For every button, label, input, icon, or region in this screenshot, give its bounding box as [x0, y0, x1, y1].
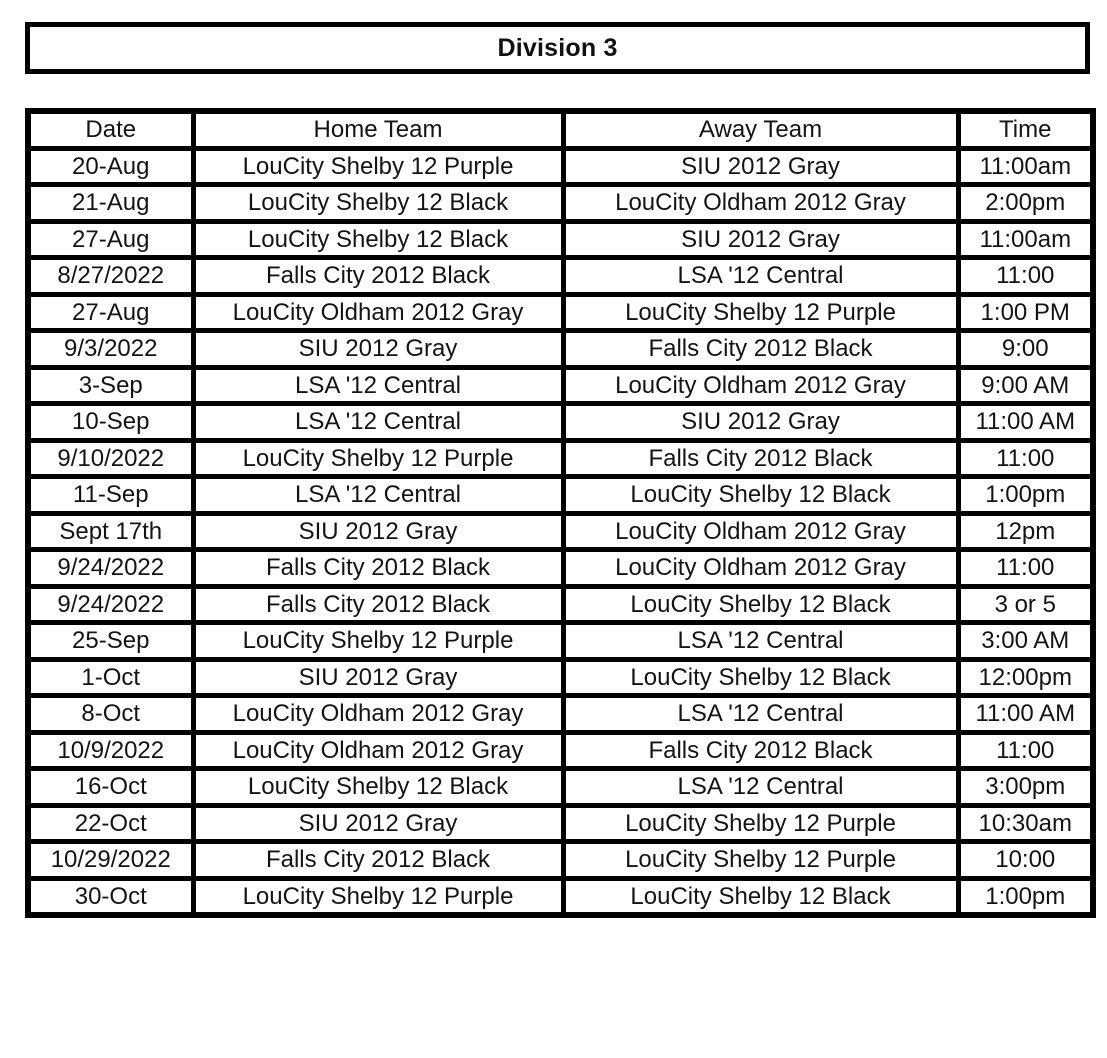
- table-row: [28, 550, 1093, 587]
- home-team-cell: Falls City 2012 Black: [193, 550, 563, 587]
- table-row: [28, 477, 1093, 514]
- time-cell: 11:00: [958, 732, 1093, 769]
- header-time: Time: [958, 111, 1093, 148]
- table-row: [28, 769, 1093, 806]
- table-row: [28, 440, 1093, 477]
- home-team-cell: SIU 2012 Gray: [193, 513, 563, 550]
- table-row: [28, 258, 1093, 295]
- away-team-cell: LSA '12 Central: [563, 623, 958, 660]
- away-team-cell: LouCity Shelby 12 Black: [563, 878, 958, 915]
- time-cell: 12pm: [958, 513, 1093, 550]
- table-row: [28, 805, 1093, 842]
- home-team-cell: LouCity Oldham 2012 Gray: [193, 294, 563, 331]
- away-team-cell: LouCity Shelby 12 Black: [563, 659, 958, 696]
- table-row: [28, 623, 1093, 660]
- header-home-team: Home Team: [193, 111, 563, 148]
- date-cell: 20-Aug: [28, 148, 193, 185]
- home-team-cell: LSA '12 Central: [193, 367, 563, 404]
- home-team-cell: LouCity Shelby 12 Black: [193, 221, 563, 258]
- away-team-cell: SIU 2012 Gray: [563, 221, 958, 258]
- away-team-cell: LouCity Shelby 12 Black: [563, 586, 958, 623]
- home-team-cell: Falls City 2012 Black: [193, 586, 563, 623]
- date-cell: 8-Oct: [28, 696, 193, 733]
- time-cell: 11:00am: [958, 148, 1093, 185]
- away-team-cell: Falls City 2012 Black: [563, 440, 958, 477]
- time-cell: 2:00pm: [958, 185, 1093, 222]
- date-cell: 9/10/2022: [28, 440, 193, 477]
- time-cell: 12:00pm: [958, 659, 1093, 696]
- header-date: Date: [28, 111, 193, 148]
- header-row: [28, 111, 1093, 148]
- date-cell: 30-Oct: [28, 878, 193, 915]
- time-cell: 1:00pm: [958, 477, 1093, 514]
- away-team-cell: LSA '12 Central: [563, 258, 958, 295]
- header-away-team: Away Team: [563, 111, 958, 148]
- time-cell: 1:00 PM: [958, 294, 1093, 331]
- date-cell: 9/3/2022: [28, 331, 193, 368]
- home-team-cell: LouCity Oldham 2012 Gray: [193, 696, 563, 733]
- table-row: [28, 221, 1093, 258]
- time-cell: 9:00: [958, 331, 1093, 368]
- date-cell: 1-Oct: [28, 659, 193, 696]
- time-cell: 3:00 AM: [958, 623, 1093, 660]
- home-team-cell: SIU 2012 Gray: [193, 659, 563, 696]
- date-cell: 27-Aug: [28, 221, 193, 258]
- date-cell: 21-Aug: [28, 185, 193, 222]
- table-row: [28, 732, 1093, 769]
- time-cell: 1:00pm: [958, 878, 1093, 915]
- table-row: [28, 696, 1093, 733]
- home-team-cell: Falls City 2012 Black: [193, 842, 563, 879]
- date-cell: 10/9/2022: [28, 732, 193, 769]
- table-row: [28, 185, 1093, 222]
- time-cell: 3 or 5: [958, 586, 1093, 623]
- schedule-body: [28, 148, 1093, 915]
- away-team-cell: LouCity Shelby 12 Black: [563, 477, 958, 514]
- time-cell: 11:00: [958, 258, 1093, 295]
- table-row: [28, 294, 1093, 331]
- date-cell: 10/29/2022: [28, 842, 193, 879]
- away-team-cell: LouCity Oldham 2012 Gray: [563, 367, 958, 404]
- date-cell: 11-Sep: [28, 477, 193, 514]
- home-team-cell: Falls City 2012 Black: [193, 258, 563, 295]
- table-row: [28, 842, 1093, 879]
- table-row: [28, 367, 1093, 404]
- away-team-cell: LouCity Oldham 2012 Gray: [563, 513, 958, 550]
- date-cell: Sept 17th: [28, 513, 193, 550]
- away-team-cell: LouCity Shelby 12 Purple: [563, 805, 958, 842]
- home-team-cell: LouCity Shelby 12 Black: [193, 185, 563, 222]
- schedule-table: [25, 108, 1096, 918]
- date-cell: 8/27/2022: [28, 258, 193, 295]
- table-row: [28, 148, 1093, 185]
- time-cell: 10:30am: [958, 805, 1093, 842]
- time-cell: 9:00 AM: [958, 367, 1093, 404]
- away-team-cell: Falls City 2012 Black: [563, 331, 958, 368]
- home-team-cell: LouCity Shelby 12 Purple: [193, 148, 563, 185]
- away-team-cell: LouCity Oldham 2012 Gray: [563, 550, 958, 587]
- date-cell: 27-Aug: [28, 294, 193, 331]
- away-team-cell: LouCity Shelby 12 Purple: [563, 842, 958, 879]
- table-row: [28, 404, 1093, 441]
- date-cell: 3-Sep: [28, 367, 193, 404]
- table-row: [28, 659, 1093, 696]
- time-cell: 11:00: [958, 550, 1093, 587]
- home-team-cell: LouCity Shelby 12 Purple: [193, 623, 563, 660]
- table-row: [28, 331, 1093, 368]
- home-team-cell: LouCity Shelby 12 Purple: [193, 440, 563, 477]
- home-team-cell: LSA '12 Central: [193, 404, 563, 441]
- date-cell: 25-Sep: [28, 623, 193, 660]
- date-cell: 10-Sep: [28, 404, 193, 441]
- date-cell: 22-Oct: [28, 805, 193, 842]
- away-team-cell: SIU 2012 Gray: [563, 404, 958, 441]
- time-cell: 11:00 AM: [958, 696, 1093, 733]
- time-cell: 10:00: [958, 842, 1093, 879]
- date-cell: 16-Oct: [28, 769, 193, 806]
- away-team-cell: Falls City 2012 Black: [563, 732, 958, 769]
- table-row: [28, 513, 1093, 550]
- time-cell: 3:00pm: [958, 769, 1093, 806]
- time-cell: 11:00: [958, 440, 1093, 477]
- table-row: [28, 878, 1093, 915]
- time-cell: 11:00 AM: [958, 404, 1093, 441]
- division-title: Division 3: [25, 22, 1090, 74]
- home-team-cell: LouCity Shelby 12 Purple: [193, 878, 563, 915]
- date-cell: 9/24/2022: [28, 550, 193, 587]
- home-team-cell: LSA '12 Central: [193, 477, 563, 514]
- date-cell: 9/24/2022: [28, 586, 193, 623]
- time-cell: 11:00am: [958, 221, 1093, 258]
- home-team-cell: SIU 2012 Gray: [193, 331, 563, 368]
- home-team-cell: SIU 2012 Gray: [193, 805, 563, 842]
- away-team-cell: SIU 2012 Gray: [563, 148, 958, 185]
- away-team-cell: LSA '12 Central: [563, 696, 958, 733]
- away-team-cell: LouCity Oldham 2012 Gray: [563, 185, 958, 222]
- home-team-cell: LouCity Shelby 12 Black: [193, 769, 563, 806]
- table-row: [28, 586, 1093, 623]
- away-team-cell: LSA '12 Central: [563, 769, 958, 806]
- home-team-cell: LouCity Oldham 2012 Gray: [193, 732, 563, 769]
- away-team-cell: LouCity Shelby 12 Purple: [563, 294, 958, 331]
